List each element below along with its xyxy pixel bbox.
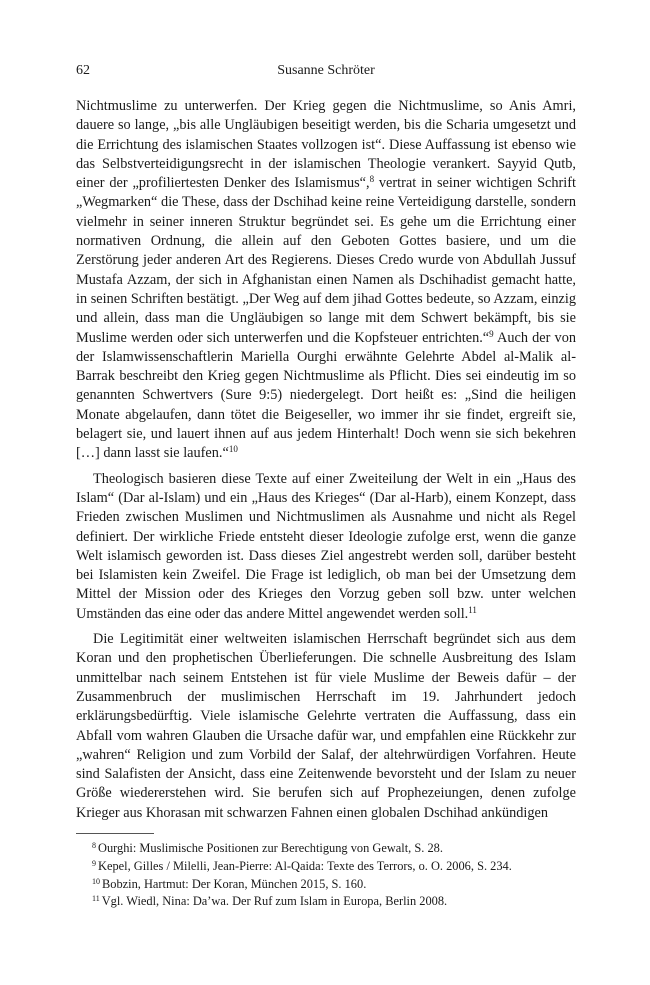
text-run: vertrat in seiner wichtigen Schrift „Wegmarken“ die These, dass der Dschihad keine reine Verteidigung darstelle, sondern vielmehr in seiner inneren Struktur begründet sei. Es gehe um die Errichtung einer normativen Ordnung, die allein auf den Geboten Gottes basiere, und um die Zerstörung jeder anderen Art des Regierens. Dieses Credo wurde von Abdullah Jussuf Mustafa Azzam, der sich in Afghanistan einen Namen als Dschihadist gemacht hatte, in seinen Schriften bestätigt. „Der Weg auf dem jihad Gottes bedeute, so Azzam, einzig und allein, dass man die Ungläubigen so lange mit dem Schwert bekämpft, bis sie Muslime werden oder sich unterwerfen und die Kopfsteuer entrichten.“ — [76, 175, 576, 346]
footnote-ref-11: 11 — [468, 604, 477, 615]
footnote-10 — [92, 876, 576, 894]
text-run: Nichtmuslime zu unterwerfen. Der Krieg gegen die Nichtmuslime, so Anis Amri, dauere so lange, „bis alle Ungläubigen beseitigt werden, bis die Scharia umgesetzt und die Errichtung des islamischen Staates vollzogen ist“. Diese Auffassung ist ebenso wie das Selbstverteidigungsrecht in der islamischen Theologie verankert. Sayyid Qutb, einer der „profiliertesten Denker des Islamismus“, — [76, 98, 576, 192]
footnote-9 — [92, 858, 576, 876]
footnotes — [92, 840, 576, 911]
footnote-text: Bobzin, Hartmut: Der Koran, München 2015, S. 160. — [102, 876, 367, 891]
page-number: 62 — [76, 63, 90, 78]
text-run: Die Legitimität einer weltweiten islamischen Herrschaft begründet sich aus dem Koran und den prophetischen Überlieferungen. Die schnelle Ausbreitung des Islam unmittelbar nach seinem Entstehen ist für viele Muslime der Beweis dafür – der Zusammenbruch der muslimischen Herrschaft im 19. Jahrhundert jedoch erklärungsbedürftig. Viele islamische Gelehrte vertraten die Auffassung, dass ein Abfall vom wahren Glauben die Ursache dafür war, und empfahlen eine Rückkehr zur „wahren“ Religion und zum Vorbild der Salaf, der altehrwürdigen Vorfahren. Heute sind Salafisten der Ansicht, dass eine Zeitenwende bevorsteht und der Islam zu neuer Größe wiedererstehen wird. Sie berufen sich auf Prophezeiungen, denen zufolge Krieger aus Khorasan mit schwarzen Fahnen einen globalen Dschihad ankündigen — [76, 631, 576, 821]
running-head — [76, 63, 576, 83]
footnote-text: Kepel, Gilles / Milelli, Jean-Pierre: Al-Qaida: Texte des Terrors, o. O. 2006, S. 234. — [98, 858, 512, 873]
footnote-text: Ourghi: Muslimische Positionen zur Berechtigung von Gewalt, S. 28. — [98, 841, 443, 855]
footnote-number: 10 — [92, 876, 100, 886]
footnote-ref-8: 8 — [369, 174, 375, 185]
footnote-11 — [92, 893, 576, 911]
paragraph-2 — [76, 470, 576, 624]
running-head-author: Susanne Schröter — [277, 63, 375, 78]
footnote-ref-10: 10 — [228, 444, 238, 455]
footnote-8 — [92, 840, 576, 858]
body-text — [76, 97, 576, 823]
footnote-ref-9: 9 — [489, 328, 494, 339]
text-run: Auch der von der Islamwissenschaftlerin Mariella Ourghi erwähnte Gelehrte Abdel al-Malik al-Barrak beschreibt den Krieg gegen Nichtmuslime als Pflicht. Dies sei eindeutig im so genannten Schwertvers (Sure 9:5) niedergelegt. Dort heißt es: „Sind die heiligen Monate abgelaufen, dann tötet die Beigeseller, wo immer ihr sie findet, ergreift sie, belagert sie, und lauert ihnen auf aus jedem Hinterhalt! Doch wenn sie sich bekehren […] dann lasst sie laufen.“ — [76, 329, 576, 462]
footnote-number: 9 — [92, 858, 96, 868]
paragraph-1 — [76, 97, 576, 464]
footnote-text: Vgl. Wiedl, Nina: Da’wa. Der Ruf zum Islam in Europa, Berlin 2008. — [101, 894, 448, 909]
footnote-divider — [76, 833, 154, 834]
footnote-number: 8 — [92, 841, 96, 850]
paragraph-3 — [76, 630, 576, 823]
text-run: Theologisch basieren diese Texte auf einer Zweiteilung der Welt in ein „Haus des Islam“ (Dar al-Islam) und ein „Haus des Krieges“ (Dar al-Harb), einem Konzept, dass Frieden zwischen Muslimen und Nichtmuslimen als Ausnahme und nicht als Regel definiert. Der wirkliche Friede entsteht dieser Ideologie zufolge erst, wenn die ganze Welt islamisch geworden ist. Dass dieses Ziel angestrebt werden soll, darüber besteht bei Islamisten kein Zweifel. Die Frage ist lediglich, ob man bei der Umsetzung dem Mittel der Mission oder des Krieges den Vorzug geben soll bzw. unter welchen Umständen das eine oder das andere Mittel angewendet werden soll. — [76, 470, 576, 622]
footnote-number: 11 — [92, 894, 100, 904]
